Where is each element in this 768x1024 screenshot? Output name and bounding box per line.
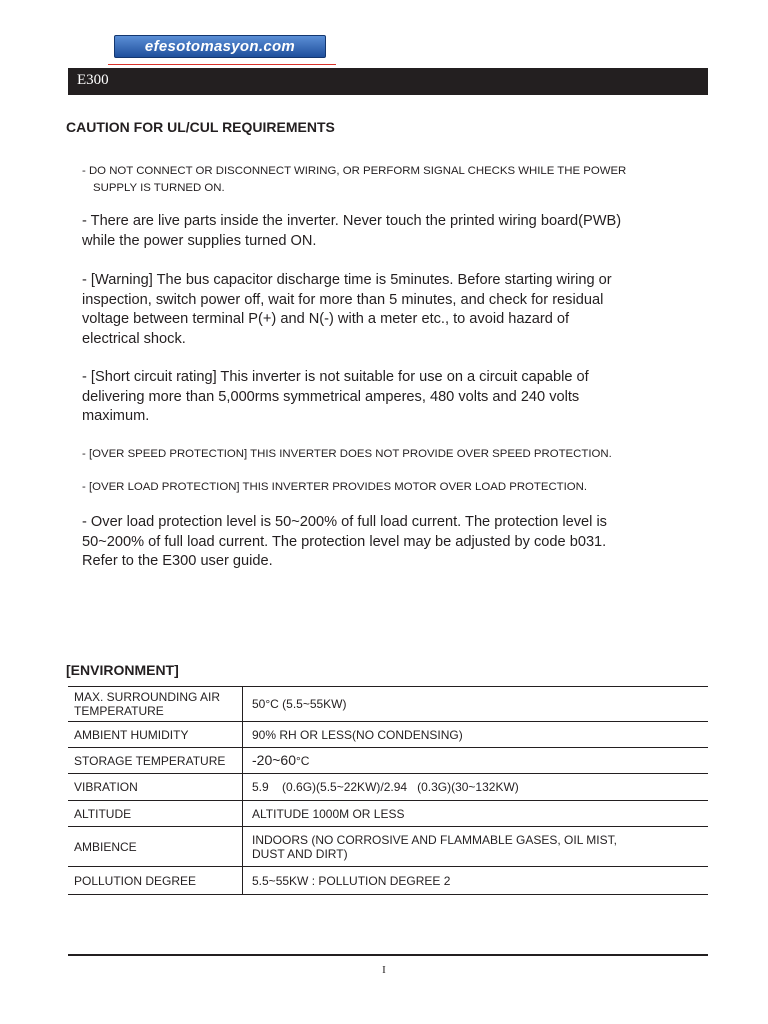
document-title: E300 [77,72,109,88]
page-number: I [382,964,386,976]
table-row [68,774,708,801]
environment-heading: [ENVIRONMENT] [66,662,179,678]
caution-note-over-speed: - [OVER SPEED PROTECTION] THIS INVERTER DOES NOT PROVIDE OVER SPEED PROTECTION. [82,448,612,460]
table-row [68,827,708,867]
table-value [243,748,709,774]
caution-note-wiring [82,163,722,197]
table-label: AMBIENCE [68,827,243,867]
caution-paragraph-warning: - [Warning] The bus capacitor discharge time is 5minutes. Before starting wiring or inspection, switch power off, wait for more than 5 minutes, and check for residual voltage between terminal P(+) and N(-) with a meter etc., to avoid hazard of electrical shock. [82,272,612,347]
header-bar [68,68,708,95]
footer-divider [68,954,708,956]
table-row [68,867,708,895]
table-label: AMBIENT HUMIDITY [68,722,243,748]
table-row [68,801,708,827]
caution-note-wiring-line2: SUPPLY IS TURNED ON. [93,182,225,194]
storage-temp-unit: °C [295,754,310,768]
table-value [243,827,709,867]
table-value: 5.9 (0.6G)(5.5~22KW)/2.94 (0.3G)(30~132KW) [243,774,709,801]
table-label: VIBRATION [68,774,243,801]
environment-table [68,686,708,895]
table-label-line: TEMPERATURE [74,704,164,718]
table-value-line: INDOORS (NO CORROSIVE AND FLAMMABLE GASES, OIL MIST, [252,832,617,847]
caution-heading: CAUTION FOR UL/CUL REQUIREMENTS [66,119,335,135]
storage-temp-range: -20~60 [252,752,296,768]
table-label: STORAGE TEMPERATURE [68,748,243,774]
caution-paragraph-short-circuit: - [Short circuit rating] This inverter is not suitable for use on a circuit capable of delivering more than 5,000rms symmetrical amperes, 480 volts and 240 volts maximum. [82,369,589,425]
caution-note-wiring-line1: - DO NOT CONNECT OR DISCONNECT WIRING, OR PERFORM SIGNAL CHECKS WHILE THE POWER [82,165,627,177]
table-label-line: MAX. SURROUNDING AIR [74,690,221,704]
table-label [68,687,243,722]
site-logo[interactable]: efesotomasyon.com [114,35,326,58]
caution-paragraph-protection-level: - Over load protection level is 50~200% of full load current. The protection level is 50~200% of full load current. The protection level may be adjusted by code b031. Refer to the E300 user guide. [82,514,607,570]
table-value: 50°C (5.5~55KW) [243,687,709,722]
logo-underline [108,64,336,65]
table-value: ALTITUDE 1000M OR LESS [243,801,709,827]
caution-note-over-load: - [OVER LOAD PROTECTION] THIS INVERTER PROVIDES MOTOR OVER LOAD PROTECTION. [82,481,588,493]
table-value-line: DUST AND DIRT) [252,846,348,861]
table-row [68,748,708,774]
table-value: 90% RH OR LESS(NO CONDENSING) [243,722,709,748]
table-label: POLLUTION DEGREE [68,867,243,895]
table-row [68,687,708,722]
caution-paragraph-live-parts: - There are live parts inside the inverter. Never touch the printed wiring board(PWB) while the power supplies turned ON. [82,213,622,249]
table-row [68,722,708,748]
table-label: ALTITUDE [68,801,243,827]
table-value: 5.5~55KW : POLLUTION DEGREE 2 [243,867,709,895]
